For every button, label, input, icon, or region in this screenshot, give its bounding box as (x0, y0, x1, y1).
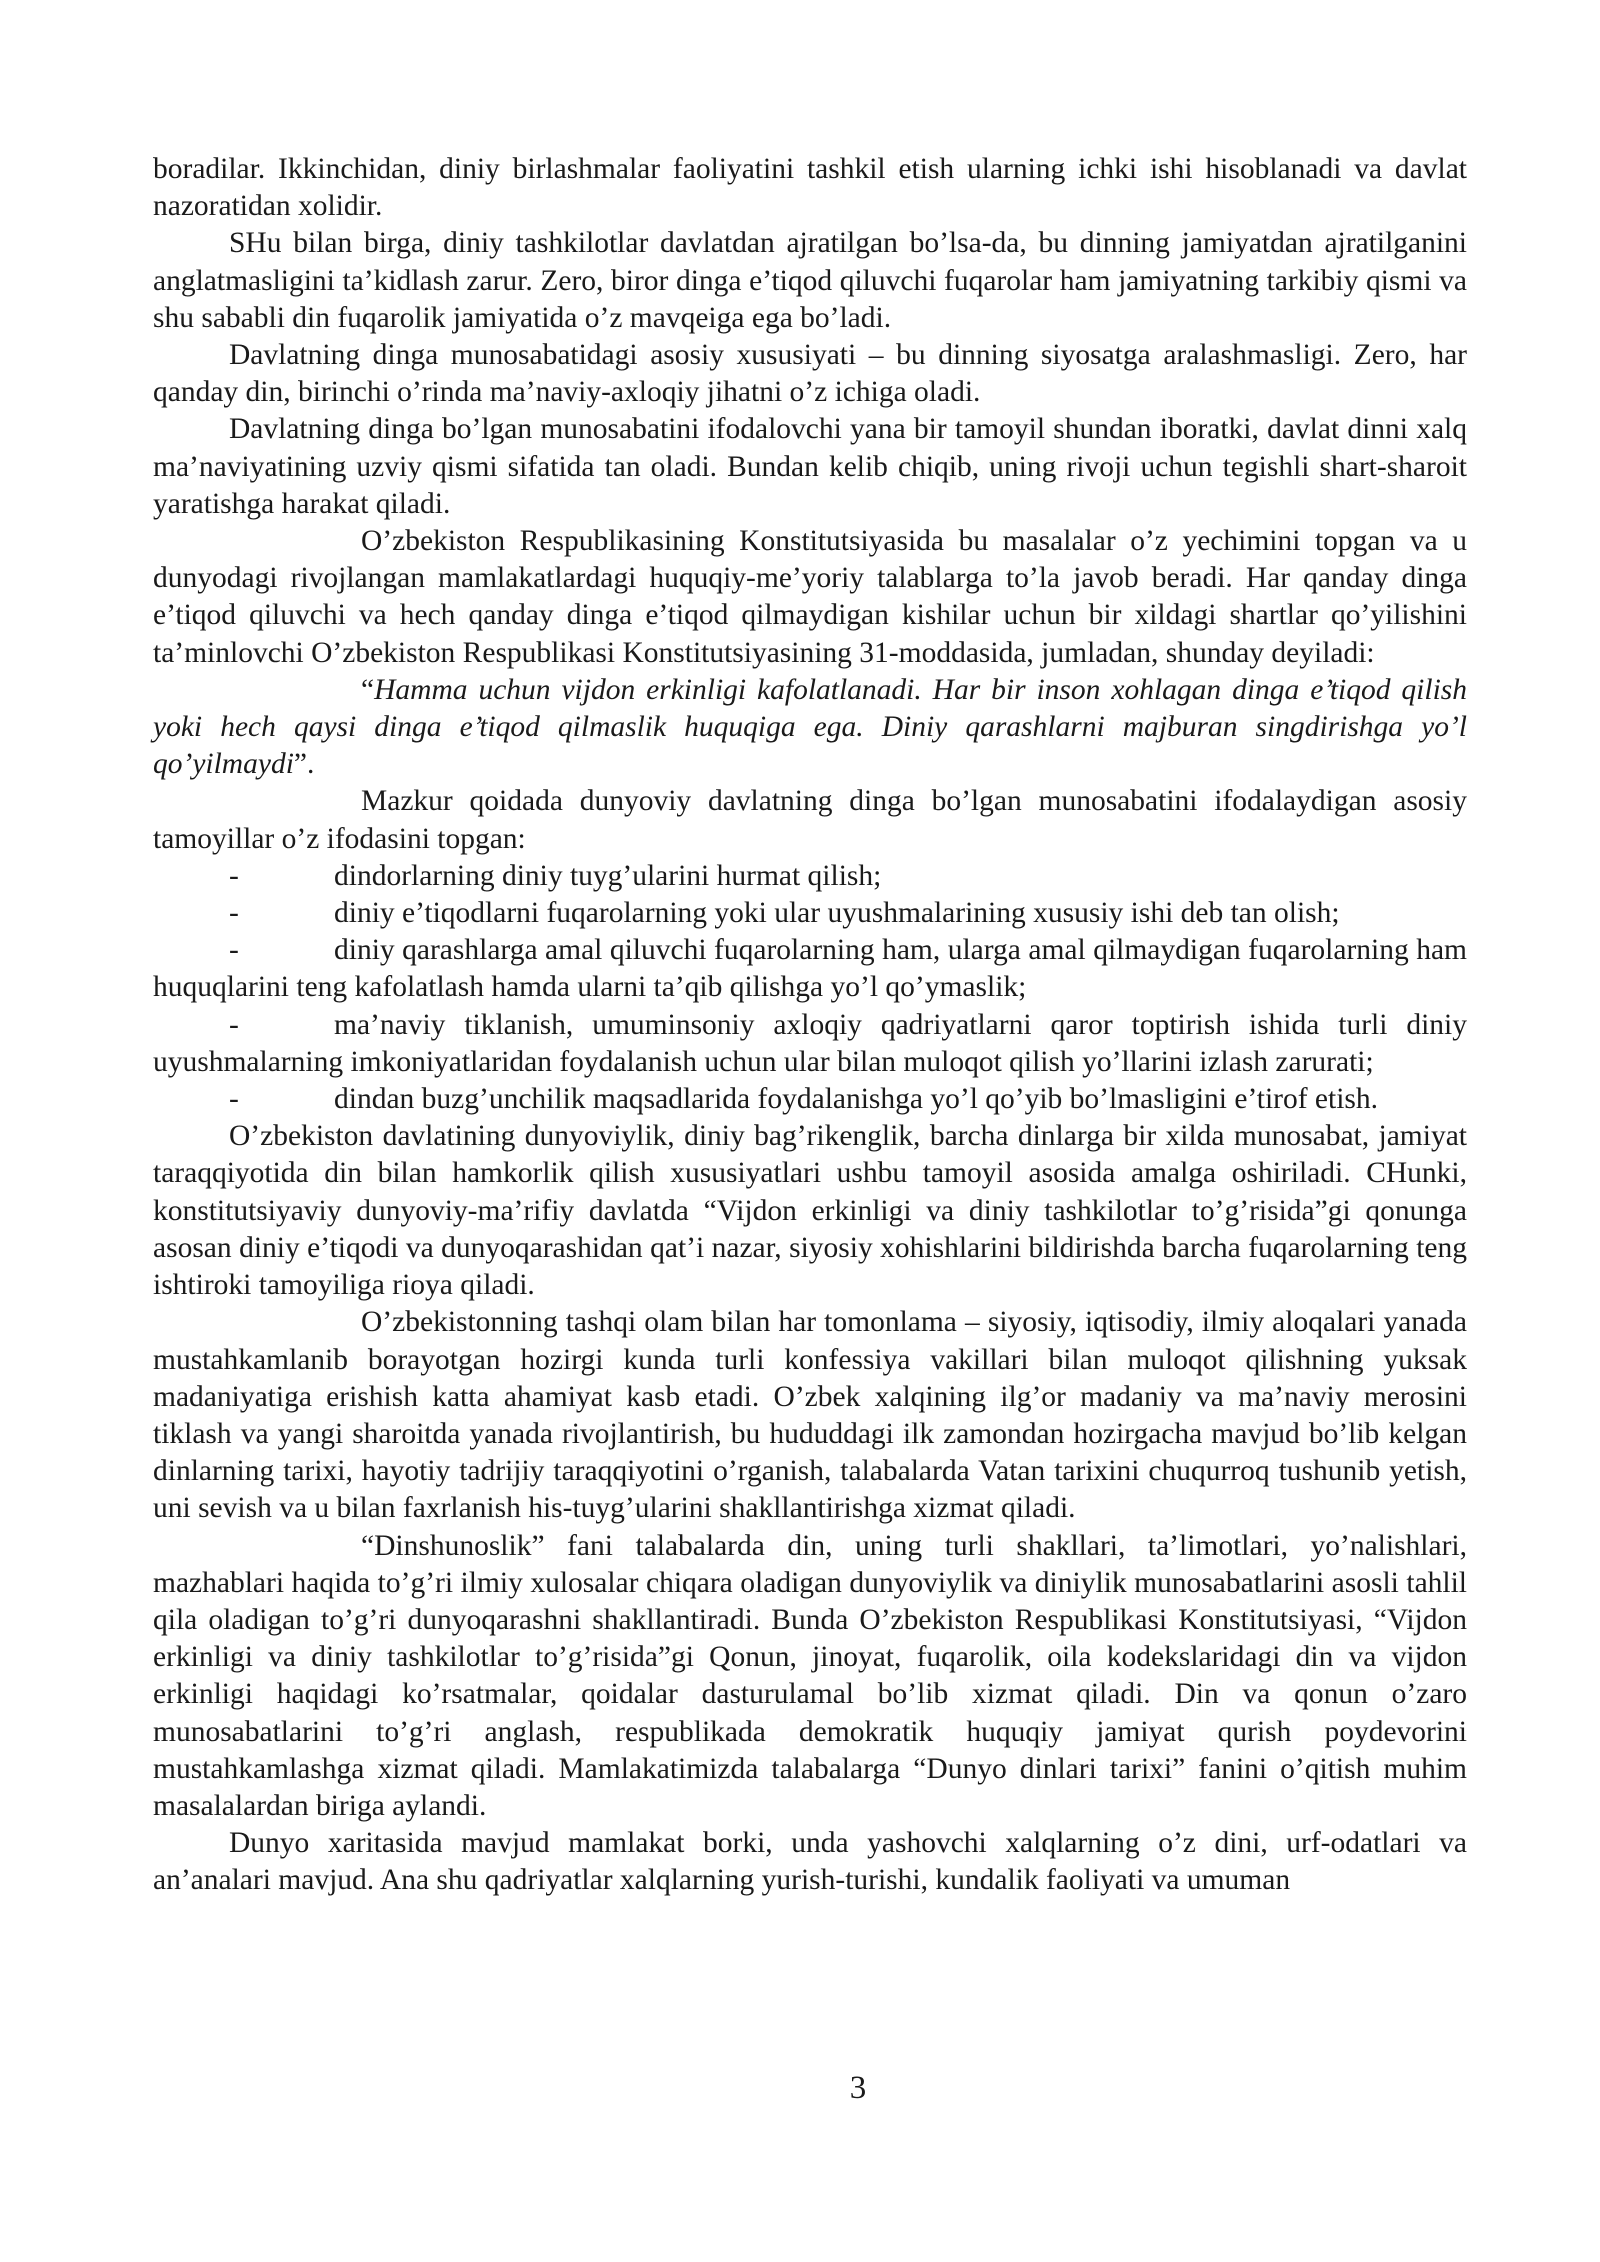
paragraph (153, 1528, 1467, 1826)
quote-text: Hamma uchun vijdon erkinligi kafolatlanadi. Har bir inson xohlagan dinga e’tiqod qilish yoki hech qaysi dinga e’tiqod qilmaslik huquqiga ega. Diniy qarashlarni majburan singdirishga yo’l qo’yilmaydi (153, 673, 1467, 781)
paragraph-text: Davlatning dinga bo’lgan munosabatini ifodalovchi yana bir tamoyil shundan iboratki, davlat dinni xalq ma’naviyatining uzviy qismi sifatida tan oladi. Bundan kelib chiqib, uning rivoji uchun tegishli shart-sharoit yaratishga harakat qiladi. (153, 413, 1467, 520)
paragraph (153, 337, 1467, 411)
paragraph (153, 151, 1467, 225)
list-item-text: diniy qarashlarga amal qiluvchi fuqarolarning ham, ularga amal qilmaydigan fuqarolarning ham huquqlarini teng kafolatlash hamda ularni ta’qib qilishga yo’l qo’ymaslik; (153, 934, 1467, 1004)
list-item-text: diniy e’tiqodlarni fuqarolarning yoki ular uyushmalarining xususiy ishi deb tan olish; (334, 897, 1340, 930)
list-dash: - (229, 1083, 239, 1116)
document-body (153, 151, 1467, 1900)
paragraph (153, 523, 1467, 672)
paragraph (153, 225, 1467, 337)
list-item (153, 895, 1467, 932)
paragraph (153, 411, 1467, 523)
paragraph-text: O’zbekiston Respublikasining Konstitutsiyasida bu masalalar o’z yechimini topgan va u dunyodagi rivojlangan mamlakatlardagi huquqiy-me’yoriy talablarga to’la javob beradi. Har qanday dinga e’tiqod qiluvchi va hech qanday dinga e’tiqod qilmaydigan kishilar uchun bir xildagi shartlar qo’yilishini ta’minlovchi O’zbekiston Respublikasi Konstitutsiyasining 31-moddasida, jumladan, shunday deyiladi: (153, 525, 1467, 669)
list-item (153, 1081, 1467, 1118)
paragraph (153, 783, 1467, 857)
list-dash: - (229, 934, 239, 967)
list-item-text: ma’naviy tiklanish, umuminsoniy axloqiy qadriyatlarni qaror toptirish ishida turli diniy uyushmalarning imkoniyatlaridan foydalanish uchun ular bilan muloqot qilish yo’llarini izlash zarurati; (153, 1008, 1467, 1078)
paragraph-text: O’zbekiston davlatining dunyoviylik, diniy bag’rikenglik, barcha dinlarga bir xilda munosabat, jamiyat taraqqiyotida din bilan hamkorlik qilish xususiyatlari ushbu tamoyil asosida amalga oshiriladi. CHunki, konstitutsiyaviy dunyoviy-ma’rifiy davlatda “Vijdon erkinligi va diniy tashkilotlar to’g’risida”gi qonunga asosan diniy e’tiqodi va dunyoqarashidan qat’i nazar, siyosiy xohishlarini bildirishda barcha fuqarolarning teng ishtiroki tamoyiliga rioya qiladi. (153, 1120, 1467, 1302)
paragraph-text: Davlatning dinga munosabatidagi asosiy xususiyati – bu dinning siyosatga aralashmasligi. Zero, har qanday din, birinchi o’rinda ma’naviy-axloqiy jihatni o’z ichiga oladi. (153, 339, 1467, 409)
constitution-quote (153, 672, 1467, 784)
paragraph-text: Mazkur qoidada dunyoviy davlatning dinga bo’lgan munosabatini ifodalaydigan asosiy tamoyillar o’z ifodasini topgan: (153, 785, 1467, 855)
list-item (153, 1007, 1467, 1081)
paragraph (153, 1304, 1467, 1527)
paragraph (153, 1825, 1467, 1899)
paragraph (153, 1118, 1467, 1304)
list-dash: - (229, 1008, 239, 1041)
list-item (153, 858, 1467, 895)
list-dash: - (229, 859, 239, 892)
paragraph-text: O’zbekistonning tashqi olam bilan har tomonlama – siyosiy, iqtisodiy, ilmiy aloqalari yanada mustahkamlanib borayotgan hozirgi kunda turli konfessiya vakillari bilan muloqot qilishning yuksak madaniyatiga erishish katta ahamiyat kasb etadi. O’zbek xalqining ilg’or madaniy va ma’naviy merosini tiklash va yangi sharoitda yanada rivojlantirish, bu hududdagi ilk zamondan hozirgacha mavjud bo’lib kelgan dinlarning tarixi, hayotiy tadrijiy taraqqiyotini o’rganish, talabalarda Vatan tarixini chuqurroq tushunib yetish, uni sevish va u bilan faxrlanish his-tuyg’ularini shakllantirishga xizmat qiladi. (153, 1306, 1467, 1525)
list-dash: - (229, 897, 239, 930)
list-item-text: dindorlarning diniy tuyg’ularini hurmat qilish; (334, 859, 882, 892)
page-number: 3 (849, 2070, 867, 2106)
paragraph-text: “Dinshunoslik” fani talabalarda din, uning turli shakllari, ta’limotlari, yo’nalishlari, mazhablari haqida to’g’ri ilmiy xulosalar chiqara oladigan dunyoviylik va diniylik munosabatlarini asosli tahlil qila oladigan to’g’ri dunyoqarashni shakllantiradi. Bunda O’zbekiston Respublikasi Konstitutsiyasi, “Vijdon erkinligi va diniy tashkilotlar to’g’risida”gi Qonun, jinoyat, fuqarolik, oila kodekslaridagi din va vijdon erkinligi haqidagi ko’rsatmalar, qoidalar dasturulamal bo’lib xizmat qiladi. Din va qonun o’zaro munosabatlarini to’g’ri anglash, respublikada demokratik huquqiy jamiyat qurish poydevorini mustahkamlashga xizmat qiladi. Mamlakatimizda talabalarga “Dunyo dinlari tarixi” fanini o’qitish muhim masalalardan biriga aylandi. (153, 1529, 1467, 1822)
quote-close-mark: ”. (293, 748, 315, 781)
paragraph-text: SHu bilan birga, diniy tashkilotlar davlatdan ajratilgan bo’lsa-da, bu dinning jamiyatdan ajratilganini anglatmasligini ta’kidlash zarur. Zero, biror dinga e’tiqod qiluvchi fuqarolar ham jamiyatning tarkibiy qismi va shu sababli din fuqarolik jamiyatida o’z mavqeiga ega bo’ladi. (153, 227, 1467, 334)
quote-open-mark: “ (361, 673, 375, 706)
list-item-text: dindan buzg’unchilik maqsadlarida foydalanishga yo’l qo’yib bo’lmasligini e’tirof etish. (334, 1083, 1379, 1116)
paragraph-text: Dunyo xaritasida mavjud mamlakat borki, unda yashovchi xalqlarning o’z dini, urf-odatlari va an’analari mavjud. Ana shu qadriyatlar xalqlarning yurish-turishi, kundalik faoliyati va umuman (153, 1827, 1467, 1897)
list-item (153, 932, 1467, 1006)
paragraph-text: boradilar. Ikkinchidan, diniy birlashmalar faoliyatini tashkil etish ularning ichki ishi hisoblanadi va davlat nazoratidan xolidir. (153, 153, 1467, 223)
